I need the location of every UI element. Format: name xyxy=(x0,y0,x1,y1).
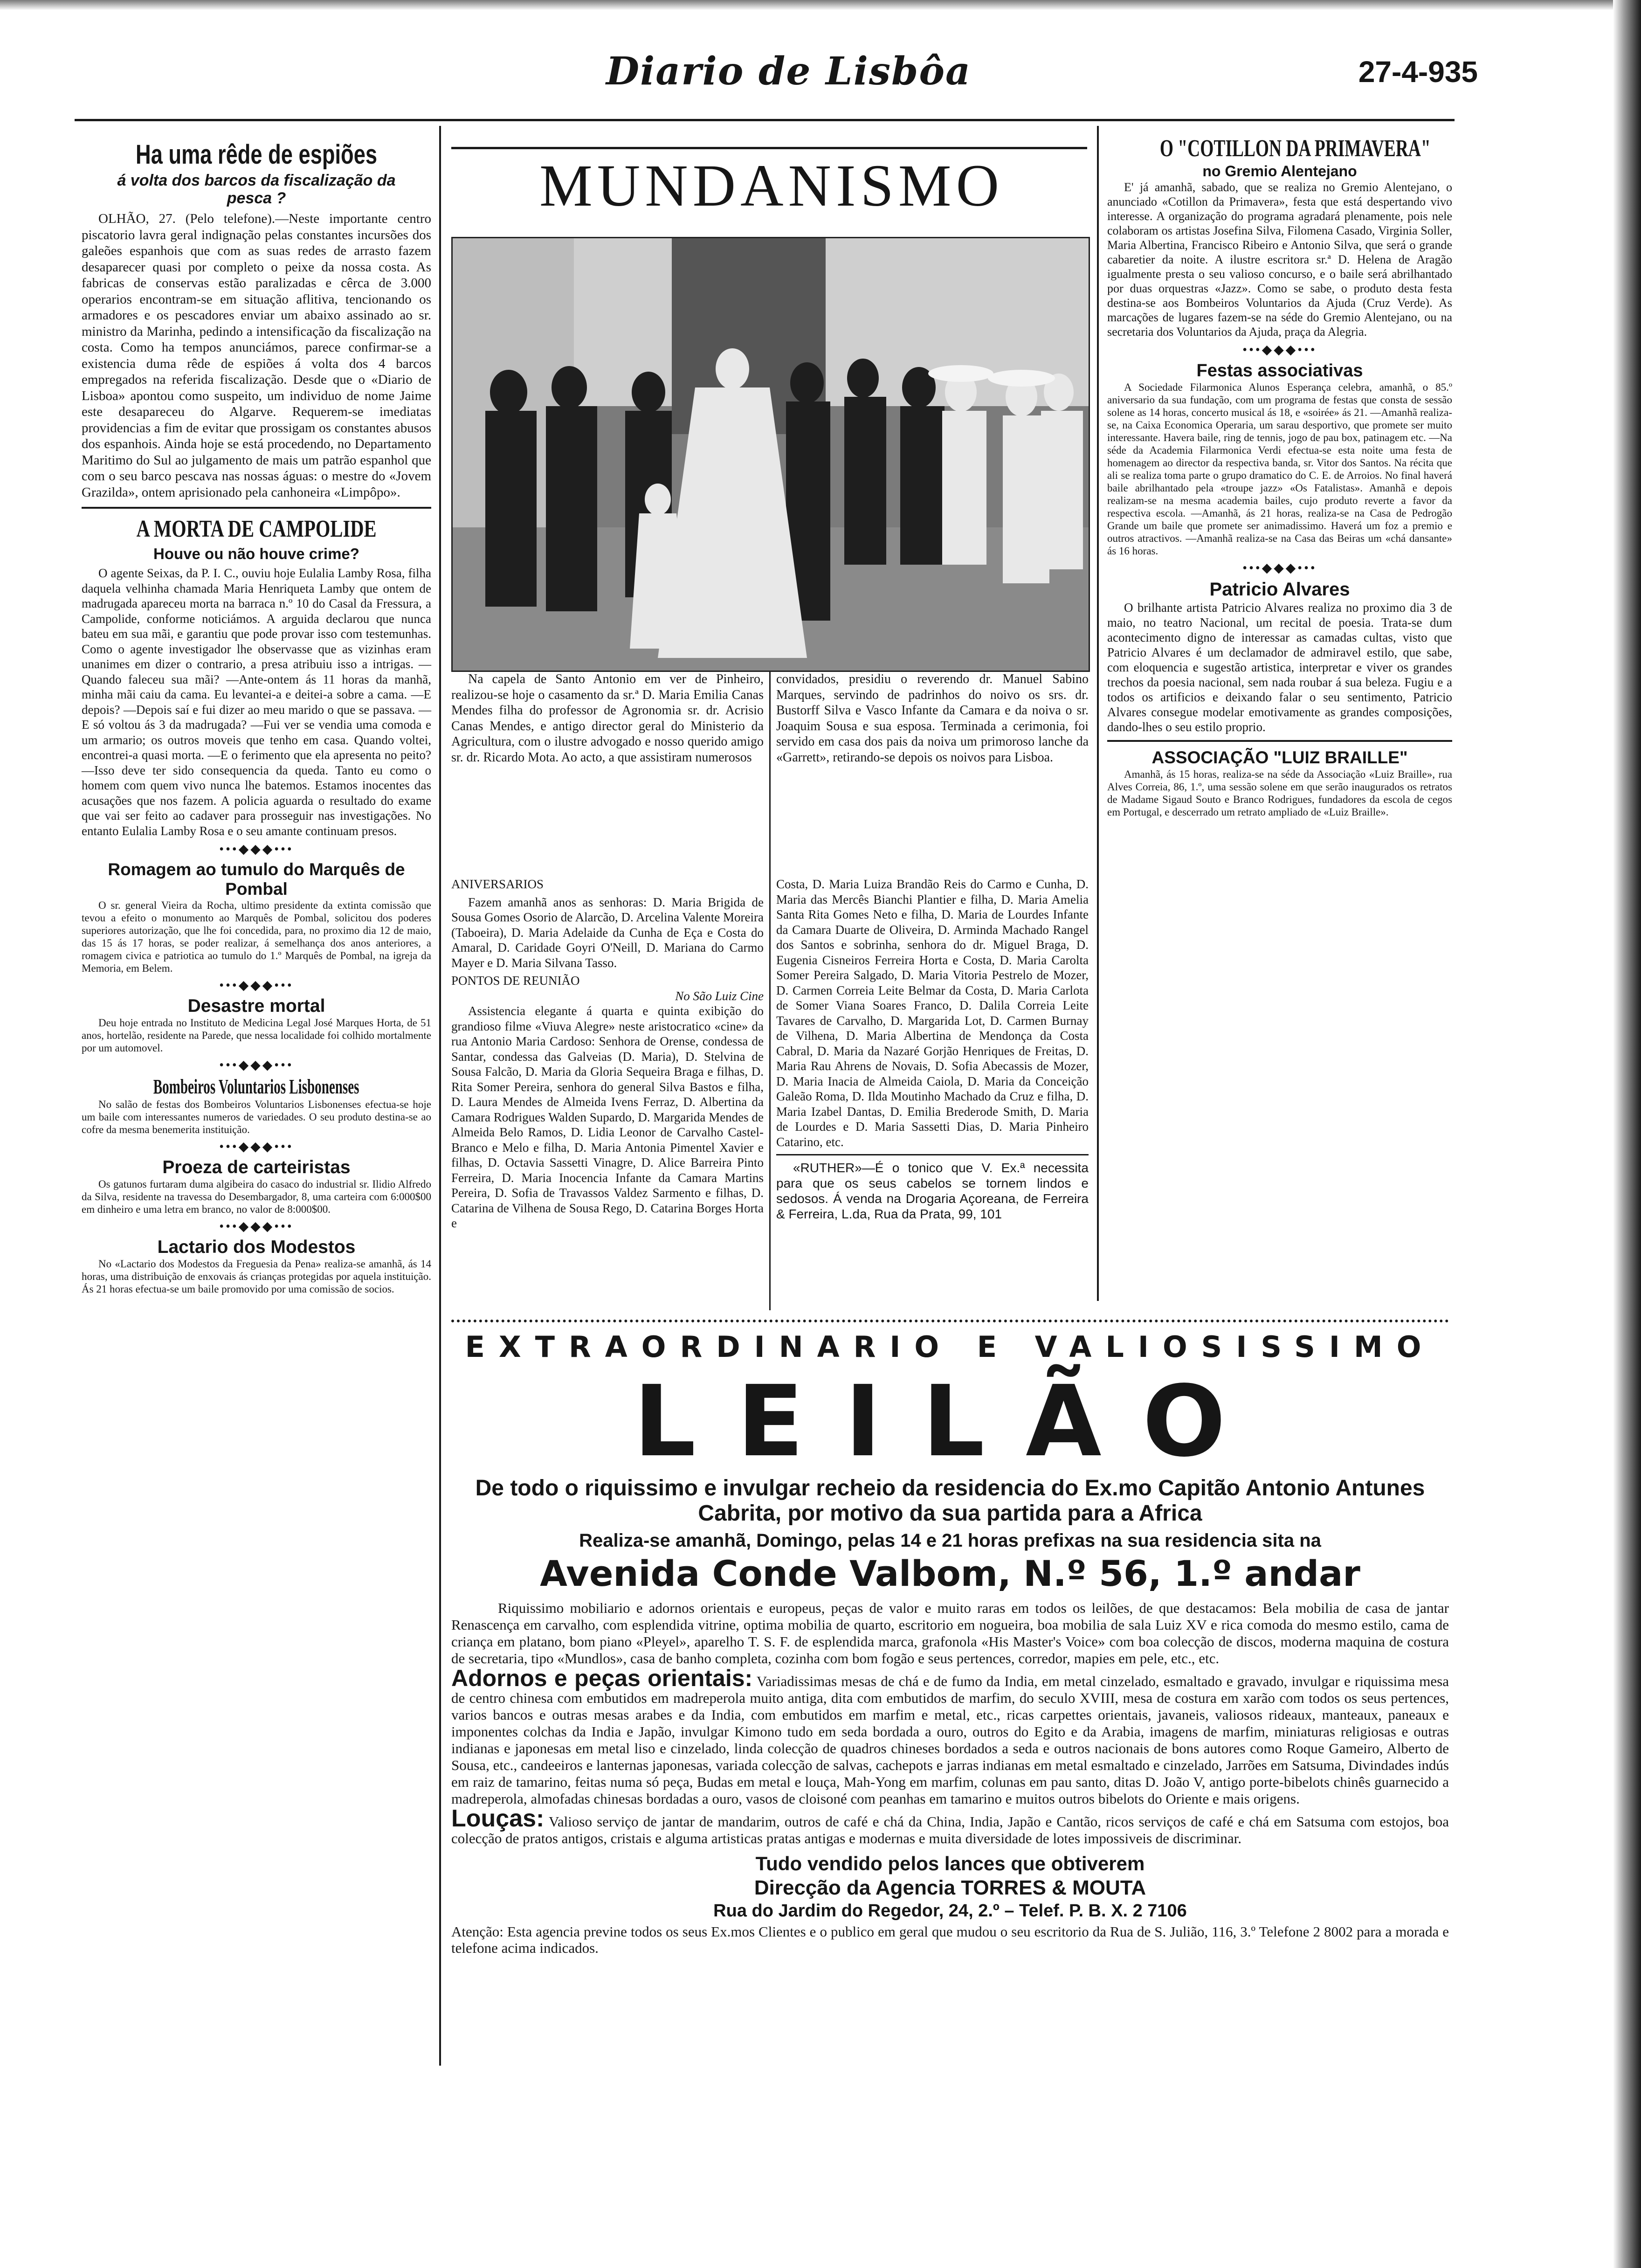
ad-adornos-paragraph: Adornos e peças orientais: Variadissimas mesas de chá e de fumo da India, em metal cinzelado, esmaltado e gravado, invulgar e riquissima mesa de centro chinesa com embutidos em madreperola muito antiga, dita com embutidos de marfim, do seculo XVIII, mesa de costura em xarão com todos os seus pertences, varios bancos e outras mesas arabes e da India, com embutidos em marfim e metal, etc., ricas carpettes orientais, javaneis, valiosos rideaux, manteaux, paneaux e imponentes colchas da India e Japão, invulgar Kimono tudo em seda bordada a ouro, outros do Egito e da Arabia, imagens de marfim, miniaturas religiosas e outras indianas e japonesas em metal liso e cinzelado, linda colecção de quadros chineses bordados a seda e outros nacionais de bons autores como Roque Gameiro, Alberto de Sousa, etc., candeeiros e lanternas japonesas, variada colecção de salvas, cachepots e jarras indianas em metal esmaltado e cinzelado, Jarrões em Satsuma, Divindades indús em raiz de tamarino, feitas numa só peça, Budas em metal e louça, Mah-Yong em marfim, colunas em pau santo, ditas D. João V, antigo porte-bibelots chinês guarnecido a madreperola, almofadas chinesas bordadas a ouro, vasos de cloisoné com peanhas em tamarino e muitos outros bibelots do Oriente e mais origens. xyxy=(451,1665,1449,1807)
ornament-divider: •••◆◆◆••• xyxy=(219,978,294,993)
society-column-left xyxy=(451,877,764,1231)
pontos-heading: PONTOS DE REUNIÃO xyxy=(451,974,580,988)
wedding-photo-graphic xyxy=(453,238,1089,671)
auction-ad xyxy=(451,1320,1449,1956)
aniversarios-heading: ANIVERSARIOS xyxy=(451,877,544,891)
ornament-divider: •••◆◆◆••• xyxy=(219,842,294,857)
mundanismo-top-rule xyxy=(451,147,1087,149)
patricio-article: O brilhante artista Patricio Alvares realiza no proximo dia 3 de maio, no teatro Nacional, um recital de poesia. Trata-se dum acontecimento digno de interessar as camadas cultas, visto que Patricio Alvares é um declamador de admiravel estilo, que sabe, com eloquencia e sugestão artistica, interpretar e viver os grandes trechos da poesia nacional, sem nada roubar á sua beleza. Fugiu e a todos os artificios e deixando falar o seu sentimento, Patricio Alvares consegue modelar emotivamente as grandes composições, dando-lhes o seu estilo proprio. xyxy=(1107,601,1452,734)
desastre-article: Deu hoje entrada no Instituto de Medicina Legal José Marques Horta, de 51 anos, hortelão, residente na Parede, que nessa localidade foi colhido mortalmente por um automovel. xyxy=(82,1017,431,1054)
ad-loucas-paragraph: Louças: Valioso serviço de jantar de mandarim, outros de café e chá da China, India, Japão e Cantão, ricos serviços de café e chá em Satsuma com estojos, boa colecção de pratos antigos, cristais e alguma artisticas pratas antigas e modernas e muita diversidade de lotes impossiveis de discriminar. xyxy=(451,1805,1449,1846)
campolide-article: O agente Seixas, da P. I. C., ouviu hoje Eulalia Lamby Rosa, filha daquela velhinha chamada Maria Henriqueta Lamby que ontem de madrugada apareceu morta na barraca n.º 10 do Casal da Fressura, a Campolide, conforme noticiámos. A arguida declarou que nunca bateu em sua mãi, e garantiu que pode provar isso com testemunhas. Como o agente investigador lhe observasse que as vizinhas eram unanimes em dizer o contrario, a presa atribuiu isso a intrigas. —Quando faleceu sua mãi? —Ante-ontem ás 11 horas da manhã, minha mãi caiu da cama. Eu levantei-a e deitei-a sobre a cama. —E depois? —Depois saí e fui dizer ao meu marido o que se passava. —E só voltou ás 3 da madrugada? —Fui ver se vendia uma comoda e um armario; os outros moveis que tenho em casa. Quando voltei, encontrei-a quasi morta. —E o ferimento que ela apresenta no peito? —Isso deve ter sido consequencia da queda. Tanto eu como o homem com quem vivo nunca lhe batemos. Estamos inocentes das acusações que nos fazem. A policia aguarda o resultado do exame que vai ser feito ao cadaver para prosseguir nas investigações. No entanto Eulalia Lamby Rosa e o seu amante continuam presos. xyxy=(82,566,431,838)
ad-top-border xyxy=(451,1320,1449,1322)
ad-furniture-paragraph: Riquissimo mobiliario e adornos orientais e europeus, peças de valor e muito raras em todos os leilões, de que destacamos: Bela mobilia de casa de jantar Renascença em carvalho, com esplendida vitrine, optima mobilia de quarto, escritorio em nogueira, boa mobilia de sala Luiz XV e rica comoda do mesmo estilo, cama de criança em platano, bom piano «Pleyel», aparelho T. S. F. de esplendida marca, grafonola «His Master's Voice» com boa colecção de discos, moderna maquina de costura de secretaria, tipo «Mundlos», casa de banho completa, cozinha com bom fogão e seus pertences, corredor, mapies em pele, etc., etc. xyxy=(451,1600,1449,1666)
campolide-subheadline: Houve ou não houve crime? xyxy=(153,545,359,562)
masthead-date: 27-4-935 xyxy=(1358,55,1478,89)
braille-article: Amanhã, ás 15 horas, realiza-se na séde da Associação «Luiz Braille», rua Alves Correia, 86, 1.º, uma sessão solene em que serão inaugurados os retratos de Madame Sigaud Souto e Branco Rodrigues, fundadores da escola de cegos em Portugal, e descerrado um retrato ampliado de «Luiz Braille». xyxy=(1107,768,1452,818)
masthead xyxy=(70,44,1478,100)
wedding-photo xyxy=(451,237,1090,672)
carteiristas-article: Os gatunos furtaram duma algibeira do casaco do industrial sr. Ilidio Alfredo da Silva, residente na travessa do Desembargador, 8, uma carteira com 6:000$00 em dinheiro e uma letra em branco, no valor de 8:000$00. xyxy=(82,1178,431,1215)
divider xyxy=(776,1154,1089,1155)
mundanismo-title: MUNDANISMO xyxy=(539,152,1004,219)
cotillon-headline: O "COTILLON DA PRIMAVERA" xyxy=(1159,135,1431,162)
column-divider-left xyxy=(439,126,441,2066)
patricio-headline: Patricio Alvares xyxy=(1209,579,1350,600)
ornament-divider: •••◆◆◆••• xyxy=(219,1219,294,1234)
pontos-subheading: No São Luiz Cine xyxy=(675,989,764,1003)
divider xyxy=(1107,740,1452,742)
braille-headline: ASSOCIAÇÃO "LUIZ BRAILLE" xyxy=(1151,748,1408,767)
pontos-text: Assistencia elegante á quarta e quinta exibição do grandioso filme «Viuva Alegre» neste aristocratico «cine» da rua Antonio Maria Cardoso: Senhora de Orense, condessa de Santar, condessa das Galveias (D. Maria), D. Stelvina de Sousa Falcão, D. Maria da Gloria Sequeira Braga e filhas, D. Rita Somer Pereira, senhora do general Silva Bastos e filha, D. Laura Mendes de Almeida Ivens Ferraz, D. Albertina da Camara Rodrigues Walden Supardo, D. Margarida Mendes de Almeida Belo Ramos, D. Lidia Leonor de Carvalho Castel-Branco e Melo e filha, D. Maria Antonia Pimentel Xavier e filhas, D. Octavia Sassetti Vinagre, D. Alice Barreira Pinto Ferreira, D. Maria Inocencia Infante da Camara Martins Pereira, D. Sofia de Travassos Valdez Sarmento e filhas, D. Catarina de Vilhena de Sousa Rego, D. Catarina Borges Horta e xyxy=(451,1004,764,1230)
festas-headline: Festas associativas xyxy=(1196,361,1363,380)
divider xyxy=(82,507,431,509)
bombeiros-article: No salão de festas dos Bombeiros Voluntarios Lisbonenses efectua-se hoje um baile com interessantes numeros de variedades. O seu produto destina-se ao cofre da mesma benemerita instituição. xyxy=(82,1099,431,1135)
spies-subheadline: á volta dos barcos da fiscalização da pesca ? xyxy=(117,172,396,207)
lactario-headline: Lactario dos Modestos xyxy=(157,1237,356,1257)
ad-address: Avenida Conde Valbom, N.º 56, 1.º andar xyxy=(540,1553,1360,1594)
ornament-divider: •••◆◆◆••• xyxy=(219,1058,294,1072)
cotillon-article: E' já amanhã, sabado, que se realiza no Gremio Alentejano, o anunciado «Cotillon da Primavera», festa que está despertando vivo interesse. A organização do programa agradará plenamente, pois nele colaboram os artistas Josefina Silva, Filomena Casado, Virginia Soller, Maria Albertina, Francisco Ribeiro e Antonio Silva, que será o grande cabaretier da noite. A ilustre escritora sr.ª D. Helena de Aragão igualmente presta o seu valioso concurso, e o baile será abrilhantado por duas orquestras «Jazz». Como se sabe, o produto desta festa destina-se aos Bombeiros Voluntarios da Ajuda (Cruz Verde). As marcações de lugares fazem-se na séde do Gremio Alentejano, ou na secretaria dos Voluntarios da Ajuda, praça da Alegria. xyxy=(1107,180,1452,339)
lactario-article: No «Lactario dos Modestos da Freguesia da Pena» realiza-se amanhã, ás 14 horas, uma distribuição de enxovais ás crianças protegidas por aquela instituição. Ás 21 horas efectua-se um baile promovido por uma comissão de socios. xyxy=(82,1258,431,1295)
ad-kicker: EXTRAORDINARIO E VALIOSISSIMO xyxy=(465,1330,1435,1364)
loucas-heading: Louças: xyxy=(451,1805,545,1832)
spies-headline: Ha uma rêde de espiões xyxy=(136,139,377,170)
pontos-continued: Costa, D. Maria Luiza Brandão Reis do Carmo e Cunha, D. Maria das Mercês Bianchi Plantier e filha, D. Maria Amelia Santa Rita Gomes Neto e filha, D. Maria de Lourdes Infante da Camara Duarte de Oliveira, D. Arminda Machado Rangel dos Santos e sobrinha, senhora do dr. Miguel Braga, D. Eugenia Cisneiros Ferreira Horta e Costa, D. Maria Carolta Somer Pereira Salgado, D. Maria Vitoria Pestrelo de Mozer, D. Carmen Correia Leite Belmar da Costa, D. Maria Carlota de Somer Viana Soares Franco, D. Dalila Correia Leite Tavares de Carvalho, D. Margarida Lot, D. Carmen Burnay de Vilhena, D. Maria Albertina de Mendonça da Costa Cabral, D. Maria da Nazaré Gorjão Henriques de Freitas, D. Maria Rau Ahrens de Novais, D. Sofia Abecassis de Mozer, D. Maria Inacia de Almeida Caiola, D. Maria da Conceição Galeão Roma, D. Ilda Moutinho Machado da Cruz e filha, D. Maria Izabel Dantas, D. Emilia Brederode Smith, D. Maria de Lourdes e D. Maria Sassetti Dias, D. Maria Pinheiro Catarino, etc. xyxy=(776,877,1089,1149)
right-column xyxy=(1107,135,1452,818)
carteiristas-headline: Proeza de carteiristas xyxy=(162,1157,351,1177)
scan-right-edge xyxy=(1613,0,1641,2268)
column-divider-mid xyxy=(769,671,771,1310)
bombeiros-headline: Bombeiros Voluntarios Lisbonenses xyxy=(153,1075,359,1098)
desastre-headline: Desastre mortal xyxy=(187,996,325,1016)
romagem-headline: Romagem ao tumulo do Marquês de Pombal xyxy=(108,860,405,899)
ad-title: LEILÃO xyxy=(633,1364,1267,1479)
ad-line2: Realiza-se amanhã, Domingo, pelas 14 e 21 horas prefixas na sua residencia sita na xyxy=(579,1530,1321,1551)
ruther-ad: «RUTHER»—É o tonico que V. Ex.ª necessita para que os seus cabelos se tornem lindos e sedosos. Á venda na Drogaria Açoreana, de Ferreira & Ferreira, L.da, Rua da Prata, 99, 101 xyxy=(776,1161,1089,1221)
ad-agency-address: Rua do Jardim do Regedor, 24, 2.º – Telef. P. B. X. 2 7106 xyxy=(713,1901,1187,1921)
column-divider-right xyxy=(1097,126,1099,1301)
masthead-title: Diario de Lisbôa xyxy=(606,49,972,94)
scan-top-edge xyxy=(0,0,1641,10)
cotillon-subheadline: no Gremio Alentejano xyxy=(1202,163,1357,180)
campolide-headline: A MORTA DE CAMPOLIDE xyxy=(136,516,377,542)
ad-notice: Atenção: Esta agencia previne todos os seus Ex.mos Clientes e o publico em geral que mudou o seu escritorio da Rua de S. Julião, 116, 3.º Telefone 2 8002 para a morada e telefone acima indicados. xyxy=(451,1923,1449,1956)
wedding-caption-right: convidados, presidiu o reverendo dr. Manuel Sabino Marques, servindo de padrinhos do noivo os srs. dr. Bustorff Silva e Vasco Infante da Camara e da noiva o sr. Joaquim Sousa e sua esposa. Terminada a cerimonia, foi servido em casa dos pais da noiva um primoroso lanche da «Garrett», retirando-se depois os noivos para Lisboa. xyxy=(776,672,1089,765)
ad-agency: Direcção da Agencia TORRES & MOUTA xyxy=(754,1876,1146,1899)
aniversarios-text: Fazem amanhã anos as senhoras: D. Maria Brigida de Sousa Gomes Osorio de Alarcão, D. Arcelina Valente Moreira (Taboeira), D. Maria Adelaide da Cunha de Eça e Costa do Amaral, D. Caridade Goyri O'Neill, D. Mariana do Carmo Mayer e D. Maria Silvana Tasso. xyxy=(451,895,764,970)
ornament-divider: •••◆◆◆••• xyxy=(1242,561,1317,575)
spies-article: OLHÃO, 27. (Pelo telefone).—Neste importante centro piscatorio lavra geral indignação pelas constantes incursões dos galeões espanhois que com as suas redes de arrasto fazem desaparecer quasi por completo o peixe da nossa costa. As fabricas de conservas estão paralizadas e cêrca de 3.000 operarios encontram-se em situação aflitiva, tencionando os armadores e os pescadores enviar um abaixo assinado ao sr. ministro da Marinha, pedindo a intensificação da fiscalização na costa. Como ha tempos anunciámos, parece confirmar-se a existencia duma rêde de espiões á volta dos 4 barcos empregados na referida fiscalização. Desde que o «Diario de Lisboa» apontou como suspeito, um individuo de nome Jaime este desapareceu do Algarve. Requerem-se imediatas providencias a fim de evitar que prossigam os constantes abusos dos espanhois. Ainda hoje se está procedendo, no Departamento Maritimo do Sul ao julgamento de mais um patrão espanhol que com o seu barco pescava nas nossas águas: o mestre do «Jovem Grazilda», ontem aprisionado pela canhoneira «Limpôpo». xyxy=(82,211,431,500)
romagem-article: O sr. general Vieira da Rocha, ultimo presidente da extinta comissão que tevou a efeito o monumento ao Marquês de Pombal, solicitou dos poderes superiores autorização, que lhe foi concedida, para, no proximo dia 12 de maio, das 15 ás 17 horas, se poder realizar, á semelhança dos anos anteriores, a romagem civica e patriotica ao tumulo do 1.º Marquês de Pombal, na igreja da Memoria, em Belem. xyxy=(82,899,431,974)
adornos-heading: Adornos e peças orientais: xyxy=(451,1665,753,1691)
ad-line1: De todo o riquissimo e invulgar recheio da residencia do Ex.mo Capitão Antonio Antunes Cabrita, por motivo da sua partida para a Africa xyxy=(475,1476,1425,1526)
left-column xyxy=(82,140,431,1295)
ad-sold: Tudo vendido pelos lances que obtiverem xyxy=(755,1853,1145,1874)
ornament-divider: •••◆◆◆••• xyxy=(219,1140,294,1154)
wedding-caption-left: Na capela de Santo Antonio em ver de Pinheiro, realizou-se hoje o casamento da sr.ª D. Maria Emilia Canas Mendes filha do professor de Agronomia sr. dr. Acrisio Canas Mendes, e antigo director geral do Ministerio da Agricultura, com o ilustre advogado e nosso querido amigo sr. dr. Ricardo Mota. Ao acto, a que assistiram numerosos xyxy=(451,672,764,765)
ornament-divider: •••◆◆◆••• xyxy=(1242,343,1317,357)
festas-article: A Sociedade Filarmonica Alunos Esperança celebra, amanhã, o 85.º aniversario da sua fundação, com um programa de festas que consta de sessão solene as 14 horas, concerto musical ás 18, e «soirée» ás 21. —Amanhã realiza-se, na Caixa Economica Operaria, um sarau desportivo, que promete ser muito interessante. Havera baile, ring de tennis, jogo de pau box, patinagem etc. —Na séde da Academia Filarmonica Verdi efectua-se esta noite uma festa de homenagem ao director da respectiva banda, sr. Vitor dos Santos. Na récita que ali se realiza toma parte o grupo dramatico do C. E. de Arroios. No final haverá baile abrilhantado pela «troupe jazz» «Os Fatalistas». Amanhã e depois realizam-se na mesma academia bailes, cujo produto reverte a favor da respectiva escola. —Amanhã, ás 21 horas, realiza-se na Casa de Pedrogão Grande um baile que promete ser animadissimo. Haverá um foz a premio e outros atractivos. —Amanhã realiza-se na Casa das Beiras um «chá dansante» ás 16 horas. xyxy=(1107,381,1452,557)
society-column-right xyxy=(776,877,1089,1222)
masthead-rule xyxy=(75,119,1455,121)
